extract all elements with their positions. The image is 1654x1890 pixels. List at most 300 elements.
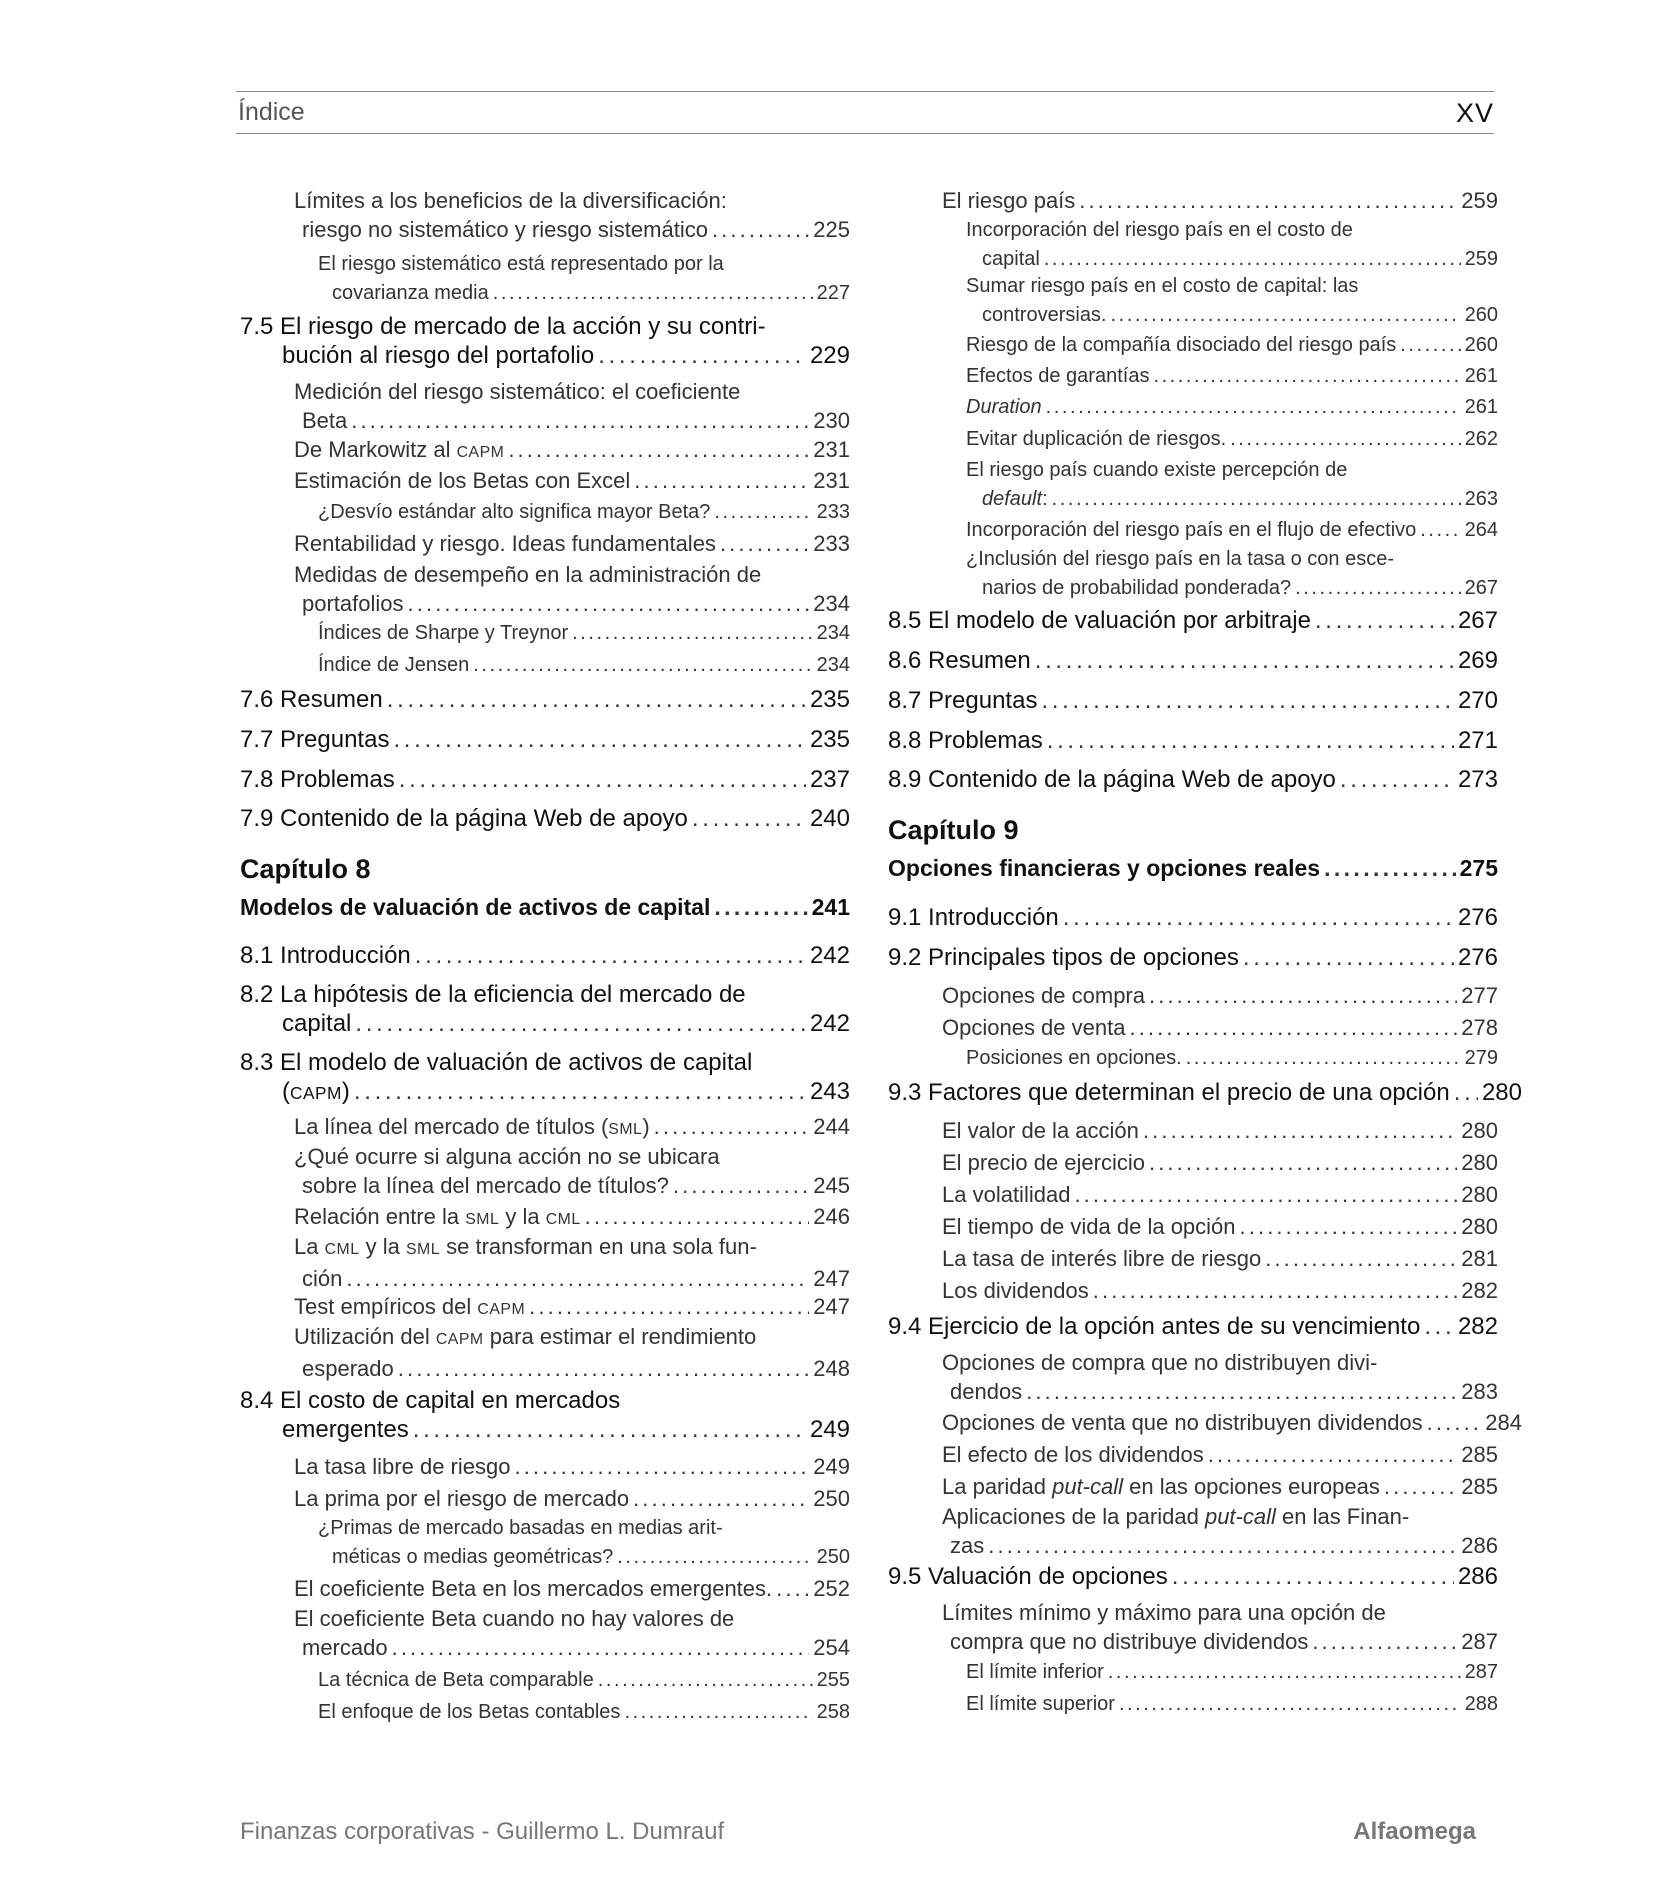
entry-title-line: 8.4 El costo de capital en mercados: [240, 1387, 621, 1414]
entry-title-line: portafolios: [302, 591, 404, 616]
dot-leader: [415, 941, 806, 970]
entry-title-line: 8.2 La hipótesis de la eficiencia del mercado de: [240, 981, 746, 1008]
entry-title-line: El coeficiente Beta cuando no hay valores de: [294, 1606, 735, 1631]
dot-leader: [1041, 686, 1454, 715]
toc-subsection-entry[interactable]: [942, 1440, 1498, 1469]
dot-leader: [1243, 943, 1454, 972]
entry-title-line: sobre la línea del mercado de títulos?: [302, 1173, 669, 1198]
page-number: 270: [1457, 687, 1498, 714]
dot-leader: [1149, 981, 1457, 1010]
toc-subsection-entry[interactable]: [318, 651, 850, 680]
dot-leader: [408, 589, 810, 618]
toc-subsection-entry[interactable]: [294, 1452, 850, 1481]
toc-subsection-entry[interactable]: [942, 1148, 1498, 1177]
entry-title-line: Incorporación del riesgo país en el flujo de efectivo: [966, 519, 1417, 541]
toc-section-entry[interactable]: [240, 725, 850, 754]
entry-title-line: 8.3 El modelo de valuación de activos de capital: [240, 1049, 753, 1076]
toc-section-entry[interactable]: [888, 943, 1498, 972]
entry-title-line: Opciones de venta que no distribuyen dividendos: [942, 1410, 1423, 1435]
toc-subsection-entry[interactable]: [966, 216, 1498, 274]
entry-title-line: Opciones financieras y opciones reales: [888, 855, 1321, 881]
entry-title-line: Límites mínimo y máximo para una opción de: [942, 1600, 1386, 1625]
dot-leader: [1046, 393, 1461, 422]
page-number: 267: [1464, 577, 1498, 599]
toc-subsection-entry[interactable]: [294, 1112, 850, 1144]
page-number: 249: [813, 1454, 850, 1479]
page-number: 260: [1464, 304, 1498, 326]
entry-title-line: 7.9 Contenido de la página Web de apoyo: [240, 805, 688, 832]
entry-title-line: Efectos de garantías: [966, 365, 1150, 387]
entry-title-line: 7.5 El riesgo de mercado de la acción y su contri-: [240, 313, 766, 340]
entry-title-line: 9.5 Valuación de opciones: [888, 1563, 1168, 1590]
dot-leader: [1111, 301, 1461, 330]
toc-subsection-entry[interactable]: [318, 498, 850, 527]
toc-subsection-entry[interactable]: [942, 1276, 1498, 1305]
entry-title-line: mercado: [302, 1635, 388, 1660]
toc-section-entry[interactable]: [240, 893, 850, 922]
toc-section-entry[interactable]: [888, 903, 1498, 932]
dot-leader: [633, 1484, 809, 1513]
page-number: 285: [1461, 1442, 1498, 1467]
entry-title-line: ¿Desvío estándar alto significa mayor Beta?: [318, 501, 711, 523]
dot-leader: [355, 1009, 806, 1038]
page-number: 230: [813, 408, 850, 433]
entry-title-line: covarianza media: [332, 282, 489, 304]
page-number: 252: [813, 1576, 850, 1601]
entry-title-line: El tiempo de vida de la opción: [942, 1214, 1236, 1239]
dot-leader: [598, 1666, 813, 1695]
page-number: 260: [1464, 334, 1498, 356]
entry-title-line: 9.1 Introducción: [888, 904, 1059, 931]
toc-subsection-entry[interactable]: [966, 516, 1498, 545]
toc-subsection-entry[interactable]: [966, 545, 1498, 603]
page-number: 273: [1457, 766, 1498, 793]
entry-title-line: 9.3 Factores que determinan el precio de una opción: [888, 1079, 1450, 1106]
dot-leader: [988, 1531, 1457, 1560]
toc-subsection-entry[interactable]: [966, 1658, 1498, 1687]
page-number: 235: [809, 726, 850, 753]
page-number: 250: [813, 1486, 850, 1511]
entry-title-line: El enfoque de los Betas contables: [318, 1701, 621, 1723]
toc-subsection-entry[interactable]: [966, 272, 1498, 330]
toc-subsection-entry[interactable]: [942, 1502, 1498, 1560]
dot-leader: [624, 1698, 812, 1727]
entry-title-line: La paridad put-call en las opciones europeas: [942, 1474, 1380, 1499]
page-number: 246: [813, 1204, 850, 1229]
entry-title-line: ¿Inclusión del riesgo país en la tasa o con esce-: [966, 548, 1395, 570]
toc-subsection-entry[interactable]: [966, 1044, 1498, 1073]
entry-title-line: Medidas de desempeño en la administración de: [294, 562, 762, 587]
dot-leader: [1063, 903, 1454, 932]
dot-leader: [634, 466, 809, 495]
toc-section-entry[interactable]: [240, 980, 850, 1038]
toc-subsection-entry[interactable]: [942, 1348, 1498, 1406]
dot-leader: [712, 215, 809, 244]
page-number: 277: [1461, 983, 1498, 1008]
page-number: 280: [1461, 1182, 1498, 1207]
entry-title-line: Incorporación del riesgo país en el costo de: [966, 219, 1353, 241]
toc-subsection-entry[interactable]: [294, 1604, 850, 1662]
dot-leader: [1035, 646, 1454, 675]
toc-section-entry[interactable]: [240, 1048, 850, 1108]
toc-section-entry[interactable]: [240, 765, 850, 794]
toc-subsection-entry[interactable]: [294, 186, 850, 244]
page-number: 243: [809, 1078, 850, 1105]
toc-subsection-entry[interactable]: [318, 1514, 850, 1572]
entry-title-line: 7.7 Preguntas: [240, 726, 390, 753]
entry-title-line: La tasa libre de riesgo: [294, 1454, 511, 1479]
entry-title-line: El riesgo país: [942, 188, 1076, 213]
header-bottom-rule: [236, 133, 1494, 134]
entry-title-line: Índice de Jensen: [318, 654, 470, 676]
toc-section-entry[interactable]: [888, 646, 1498, 675]
entry-title-line: Modelos de valuación de activos de capital: [240, 894, 711, 920]
entry-title-line: El valor de la acción: [942, 1118, 1139, 1143]
dot-leader: [1400, 331, 1460, 360]
page-number: 267: [1457, 607, 1498, 634]
page-number: 261: [1464, 365, 1498, 387]
dot-leader: [354, 1077, 806, 1106]
entry-title-line: Opciones de compra que no distribuyen divi-: [942, 1350, 1378, 1375]
page-number: 240: [809, 805, 850, 832]
dot-leader: [392, 1633, 810, 1662]
page-number: 225: [813, 217, 850, 242]
page-number: 287: [1464, 1661, 1498, 1683]
page-number: 286: [1457, 1563, 1498, 1590]
toc-subsection-entry[interactable]: [294, 1202, 850, 1234]
entry-title-line: compra que no distribuye dividendos: [950, 1629, 1309, 1654]
page-number: 276: [1457, 904, 1498, 931]
page-number: 227: [816, 282, 850, 304]
entry-title-line: Opciones de venta: [942, 1015, 1126, 1040]
toc-section-entry[interactable]: [888, 1562, 1498, 1591]
toc-section-entry[interactable]: [240, 1386, 850, 1444]
page-number: 282: [1457, 1313, 1498, 1340]
entry-title-line: emergentes: [282, 1416, 409, 1443]
toc-subsection-entry[interactable]: [294, 435, 850, 467]
toc-subsection-entry[interactable]: [294, 1142, 850, 1200]
page-number: 229: [809, 342, 850, 369]
toc-section-entry[interactable]: [888, 1312, 1498, 1341]
dot-leader: [1129, 1013, 1457, 1042]
dot-leader: [654, 1112, 810, 1141]
entry-title-line: Duration: [966, 396, 1042, 418]
footer-publisher: Alfaomega: [1353, 1818, 1476, 1845]
chapter-heading[interactable]: [888, 816, 1498, 845]
toc-subsection-entry[interactable]: [294, 1232, 850, 1293]
entry-title-line: (CAPM): [282, 1078, 350, 1105]
dot-leader: [393, 725, 806, 754]
page-number: 231: [813, 468, 850, 493]
running-header-section: Índice: [238, 98, 305, 126]
page-number: 280: [1461, 1214, 1498, 1239]
entry-title-line: Utilización del CAPM para estimar el rendimiento: [294, 1324, 757, 1349]
toc-section-entry[interactable]: [888, 854, 1498, 883]
dot-leader: [398, 1354, 810, 1383]
entry-title-line: default:: [982, 488, 1048, 510]
dot-leader: [1149, 1148, 1457, 1177]
toc-subsection-entry[interactable]: [942, 1116, 1498, 1145]
page-number: 279: [1464, 1047, 1498, 1069]
dot-leader: [1384, 1472, 1457, 1501]
entry-title-line: La prima por el riesgo de mercado: [294, 1486, 630, 1511]
page-number: 234: [813, 591, 850, 616]
dot-leader: [508, 435, 809, 464]
entry-title-line: El riesgo sistemático está representado por la: [318, 253, 724, 275]
entry-title-line: El límite inferior: [966, 1661, 1104, 1683]
entry-title-line: dendos: [950, 1379, 1023, 1404]
dot-leader: [1295, 574, 1460, 603]
page-number: 235: [809, 686, 850, 713]
toc-subsection-entry[interactable]: [294, 1484, 850, 1513]
toc-section-entry[interactable]: [888, 1078, 1522, 1107]
chapter-heading[interactable]: [240, 855, 850, 884]
entry-title-line: El riesgo país cuando existe percepción de: [966, 459, 1348, 481]
page-number: 247: [813, 1294, 850, 1319]
entry-title-line: Rentabilidad y riesgo. Ideas fundamentales: [294, 531, 716, 556]
entry-title-line: El efecto de los dividendos: [942, 1442, 1204, 1467]
entry-title-line: Medición del riesgo sistemático: el coeficiente: [294, 379, 741, 404]
dot-leader: [617, 1543, 812, 1572]
page-number: 250: [816, 1546, 850, 1568]
dot-leader: [1265, 1244, 1457, 1273]
dot-leader: [1424, 1312, 1454, 1341]
entry-title-line: Relación entre la SML y la CML: [294, 1204, 581, 1229]
entry-title-line: esperado: [302, 1356, 394, 1381]
entry-title-line: Capítulo 8: [240, 854, 371, 884]
dot-leader: [1119, 1690, 1461, 1719]
entry-title-line: Estimación de los Betas con Excel: [294, 468, 631, 493]
dot-leader: [1047, 726, 1454, 755]
dot-leader: [387, 685, 806, 714]
page-number: 288: [1464, 1693, 1498, 1715]
page-number: 287: [1461, 1629, 1498, 1654]
dot-leader: [1420, 516, 1460, 545]
toc-subsection-entry[interactable]: [294, 1292, 850, 1324]
dot-leader: [1208, 1440, 1458, 1469]
toc-subsection-entry[interactable]: [966, 393, 1498, 422]
toc-subsection-entry[interactable]: [942, 186, 1498, 215]
dot-leader: [1315, 606, 1454, 635]
page-number: 280: [1481, 1079, 1522, 1106]
page-number: 231: [813, 437, 850, 462]
dot-leader: [413, 1415, 806, 1444]
dot-leader: [692, 804, 806, 833]
toc-section-entry[interactable]: [240, 312, 850, 370]
entry-title-line: La tasa de interés libre de riesgo: [942, 1246, 1262, 1271]
page-number: 282: [1461, 1278, 1498, 1303]
page-number: 284: [1485, 1410, 1522, 1435]
dot-leader: [598, 341, 806, 370]
entry-title-line: 8.6 Resumen: [888, 647, 1031, 674]
toc-subsection-entry[interactable]: [942, 1408, 1522, 1437]
entry-title-line: narios de probabilidad ponderada?: [982, 577, 1292, 599]
dot-leader: [1186, 1044, 1461, 1073]
page-number: 247: [813, 1266, 850, 1291]
page-number: 275: [1459, 855, 1498, 881]
entry-title-line: 8.1 Introducción: [240, 942, 411, 969]
dot-leader: [572, 619, 812, 648]
toc-subsection-entry[interactable]: [966, 456, 1498, 514]
dot-leader: [1427, 1408, 1482, 1437]
dot-leader: [1108, 1658, 1461, 1687]
toc-section-entry[interactable]: [240, 804, 850, 833]
entry-title-line: Límites a los beneficios de la diversificación:: [294, 188, 727, 213]
dot-leader: [1044, 245, 1461, 274]
page-number: 255: [816, 1669, 850, 1691]
toc-subsection-entry[interactable]: [966, 362, 1498, 391]
toc-subsection-entry[interactable]: [966, 425, 1498, 454]
toc-section-entry[interactable]: [888, 765, 1498, 794]
dot-leader: [714, 498, 812, 527]
page-number: 241: [811, 894, 850, 920]
page-number: 258: [816, 1701, 850, 1723]
entry-title-line: 8.9 Contenido de la página Web de apoyo: [888, 766, 1336, 793]
page-number: 234: [816, 622, 850, 644]
toc-subsection-entry[interactable]: [942, 1472, 1498, 1501]
toc-subsection-entry[interactable]: [294, 377, 850, 435]
entry-title-line: 8.8 Problemas: [888, 727, 1043, 754]
entry-title-line: méticas o medias geométricas?: [332, 1546, 614, 1568]
dot-leader: [585, 1202, 810, 1231]
toc-subsection-entry[interactable]: [942, 1244, 1498, 1273]
entry-title-line: El precio de ejercicio: [942, 1150, 1145, 1175]
dot-leader: [1340, 765, 1454, 794]
dot-leader: [1079, 186, 1457, 215]
entry-title-line: Aplicaciones de la paridad put-call en las Finan-: [942, 1504, 1410, 1529]
entry-title-line: Riesgo de la compañía disociado del riesgo país: [966, 334, 1397, 356]
toc-subsection-entry[interactable]: [318, 250, 850, 308]
toc-subsection-entry[interactable]: [942, 981, 1498, 1010]
dot-leader: [473, 651, 812, 680]
dot-leader: [1143, 1116, 1457, 1145]
page-number: 269: [1457, 647, 1498, 674]
dot-leader: [1324, 854, 1456, 883]
toc-subsection-entry[interactable]: [318, 1666, 850, 1695]
dot-leader: [399, 765, 806, 794]
entry-title-line: Sumar riesgo país en el costo de capital: las: [966, 275, 1359, 297]
dot-leader: [1074, 1180, 1457, 1209]
dot-leader: [351, 406, 809, 435]
entry-title-line: El límite superior: [966, 1693, 1115, 1715]
dot-leader: [720, 529, 809, 558]
entry-title-line: ción: [302, 1266, 343, 1291]
dot-leader: [346, 1264, 809, 1293]
entry-title-line: Capítulo 9: [888, 815, 1019, 845]
entry-title-line: La línea del mercado de títulos (SML): [294, 1114, 650, 1139]
toc-section-entry[interactable]: [888, 726, 1498, 755]
entry-title-line: 7.8 Problemas: [240, 766, 395, 793]
dot-leader: [1026, 1377, 1457, 1406]
header-top-rule: [236, 91, 1494, 92]
page-number: 264: [1464, 519, 1498, 541]
toc-subsection-entry[interactable]: [294, 560, 850, 618]
entry-title-line: controversias.: [982, 304, 1107, 326]
entry-title-line: 7.6 Resumen: [240, 686, 383, 713]
page-number: 249: [809, 1416, 850, 1443]
entry-title-line: 8.7 Preguntas: [888, 687, 1038, 714]
page-number: 281: [1461, 1246, 1498, 1271]
page-number: 242: [809, 1010, 850, 1037]
page-number: 233: [813, 531, 850, 556]
toc-section-entry[interactable]: [888, 686, 1498, 715]
toc-subsection-entry[interactable]: [942, 1598, 1498, 1656]
toc-section-entry[interactable]: [240, 685, 850, 714]
page-number: 244: [813, 1114, 850, 1139]
page-number: 245: [813, 1173, 850, 1198]
page-number: 237: [809, 766, 850, 793]
dot-leader: [776, 1574, 809, 1603]
page-number: 278: [1461, 1015, 1498, 1040]
entry-title-line: 9.4 Ejercicio de la opción antes de su vencimiento: [888, 1313, 1421, 1340]
toc-subsection-entry[interactable]: [966, 331, 1498, 360]
dot-leader: [493, 279, 813, 308]
toc-section-entry[interactable]: [888, 606, 1498, 635]
page-number: 285: [1461, 1474, 1498, 1499]
entry-title-line: bución al riesgo del portafolio: [282, 342, 595, 369]
entry-title-line: Los dividendos: [942, 1278, 1089, 1303]
page-number: 262: [1464, 428, 1498, 450]
page-number: 283: [1461, 1379, 1498, 1404]
page-number: 280: [1461, 1118, 1498, 1143]
entry-title-line: Evitar duplicación de riesgos.: [966, 428, 1227, 450]
toc-subsection-entry[interactable]: [294, 466, 850, 495]
dot-leader: [1153, 362, 1460, 391]
toc-subsection-entry[interactable]: [942, 1180, 1498, 1209]
entry-title-line: La volatilidad: [942, 1182, 1071, 1207]
entry-title-line: 8.5 El modelo de valuación por arbitraje: [888, 607, 1311, 634]
page-number: 271: [1457, 727, 1498, 754]
toc-subsection-entry[interactable]: [294, 1322, 850, 1383]
dot-leader: [514, 1452, 809, 1481]
toc-subsection-entry[interactable]: [294, 1574, 850, 1603]
entry-title-line: Posiciones en opciones.: [966, 1047, 1182, 1069]
page-number: 248: [813, 1356, 850, 1381]
entry-title-line: La CML y la SML se transforman en una sola fun-: [294, 1234, 757, 1259]
toc-section-entry[interactable]: [240, 941, 850, 970]
entry-title-line: El coeficiente Beta en los mercados emergentes.: [294, 1576, 773, 1601]
toc-subsection-entry[interactable]: [966, 1690, 1498, 1719]
page-number: 234: [816, 654, 850, 676]
entry-title-line: capital: [982, 248, 1040, 270]
entry-title-line: De Markowitz al CAPM: [294, 437, 505, 462]
toc-subsection-entry[interactable]: [318, 619, 850, 648]
entry-title-line: ¿Primas de mercado basadas en medias arit-: [318, 1517, 723, 1539]
dot-leader: [1312, 1627, 1457, 1656]
entry-title-line: La técnica de Beta comparable: [318, 1669, 594, 1691]
page-number: 280: [1461, 1150, 1498, 1175]
entry-title-line: zas: [950, 1533, 985, 1558]
footer-book-title: Finanzas corporativas - Guillermo L. Dumrauf: [240, 1818, 725, 1845]
dot-leader: [529, 1292, 809, 1321]
page-number: 242: [809, 942, 850, 969]
dot-leader: [673, 1171, 809, 1200]
page-number: 263: [1464, 488, 1498, 510]
dot-leader: [1230, 425, 1460, 454]
toc-subsection-entry[interactable]: [942, 1013, 1498, 1042]
toc-subsection-entry[interactable]: [942, 1212, 1498, 1241]
entry-title-line: Opciones de compra: [942, 983, 1145, 1008]
entry-title-line: ¿Qué ocurre si alguna acción no se ubicara: [294, 1144, 720, 1169]
dot-leader: [1240, 1212, 1458, 1241]
toc-subsection-entry[interactable]: [318, 1698, 850, 1727]
page-number: 261: [1464, 396, 1498, 418]
entry-title-line: 9.2 Principales tipos de opciones: [888, 944, 1239, 971]
page-number: 233: [816, 501, 850, 523]
toc-subsection-entry[interactable]: [294, 529, 850, 558]
entry-title-line: Beta: [302, 408, 348, 433]
dot-leader: [1454, 1078, 1478, 1107]
